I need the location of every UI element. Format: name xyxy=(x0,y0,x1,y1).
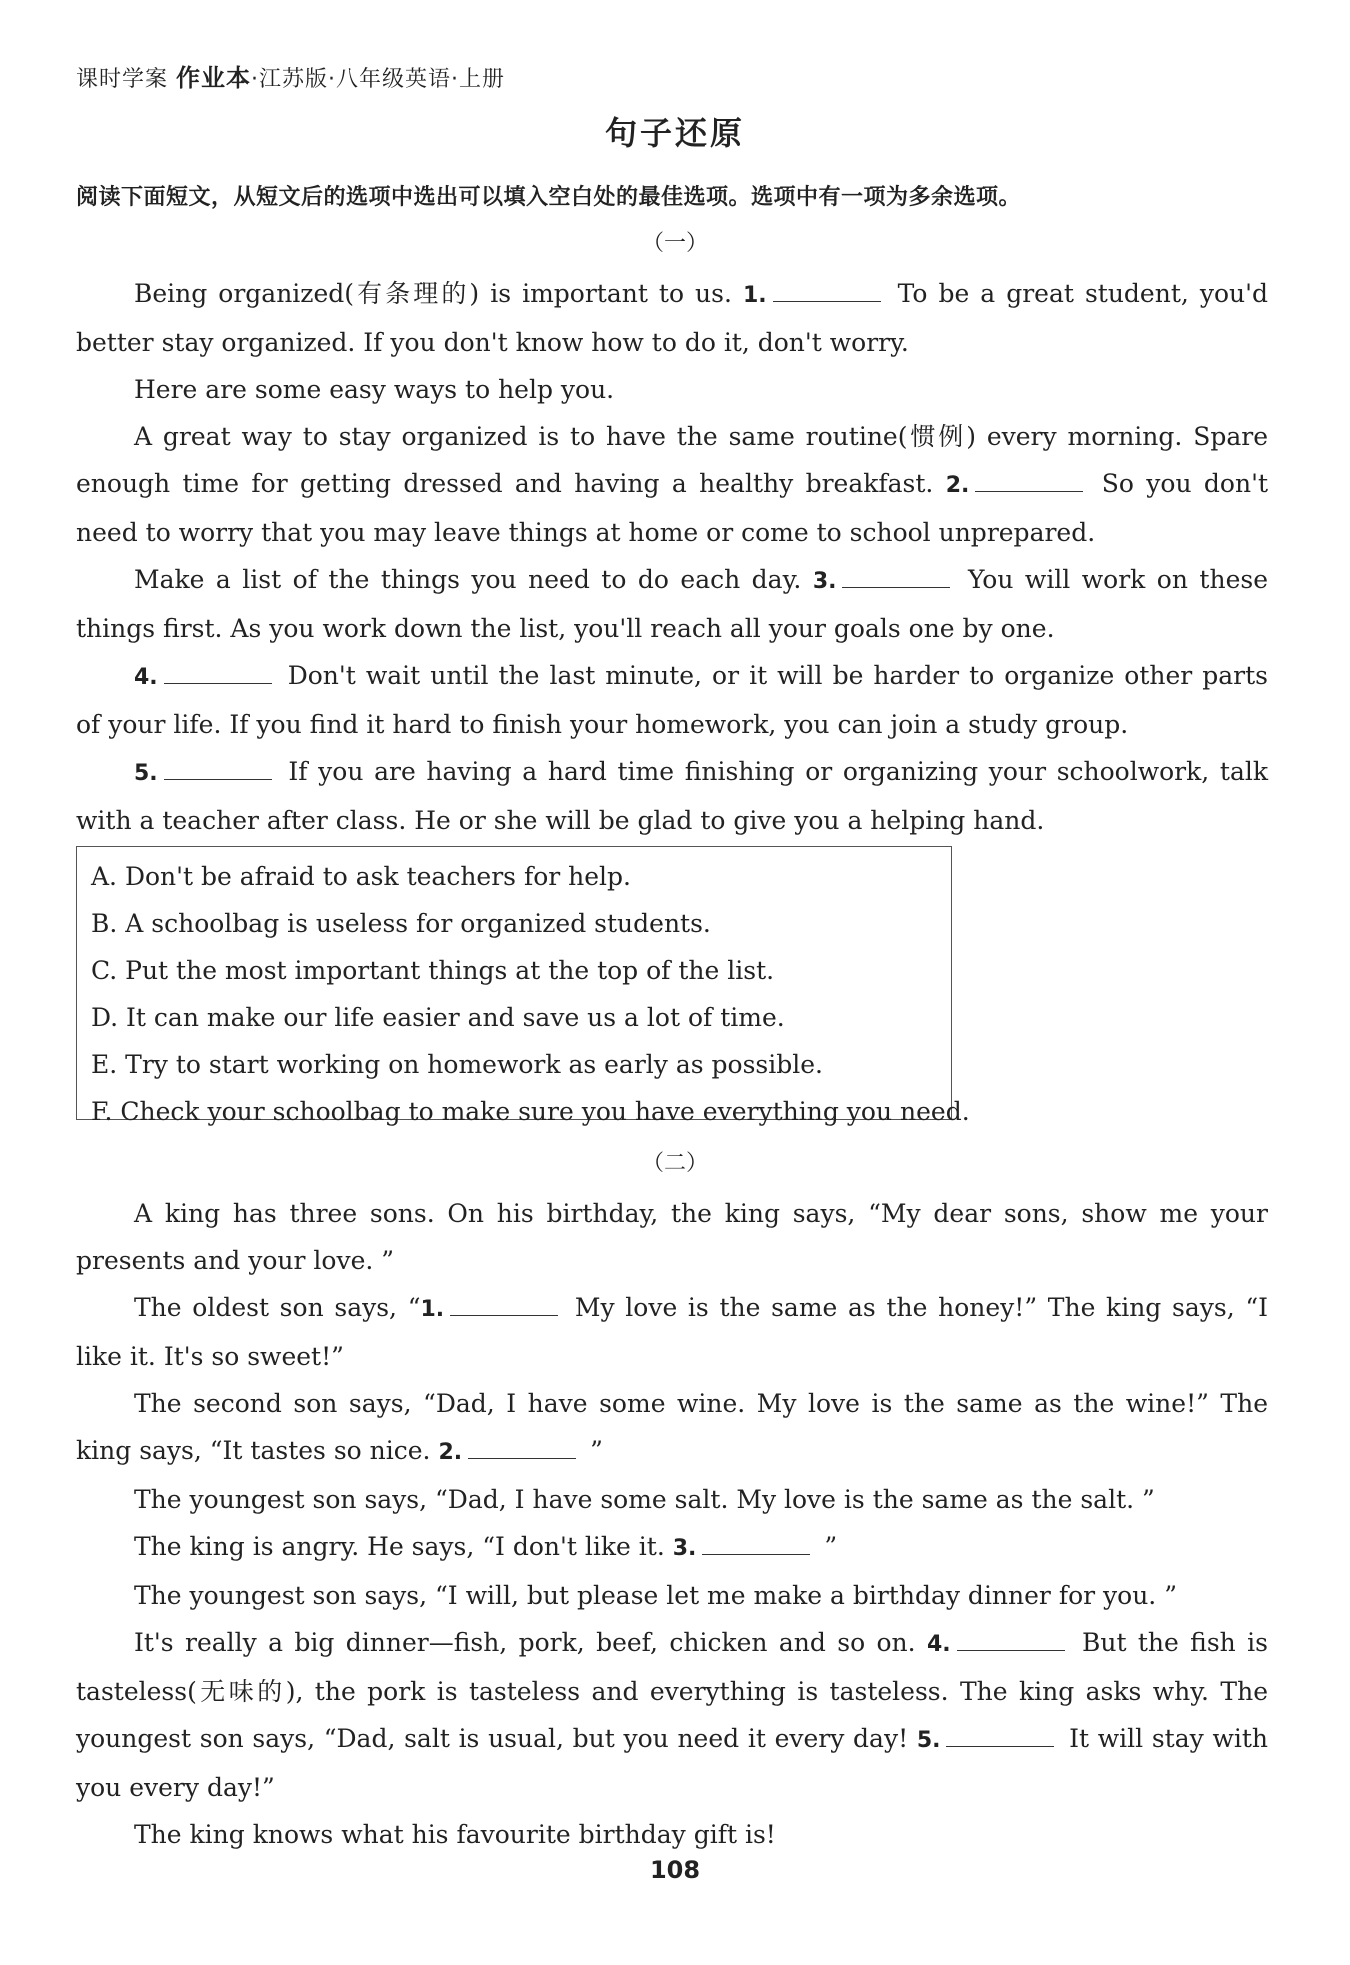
paragraph xyxy=(76,1190,1268,1284)
answer-blank[interactable] xyxy=(975,469,1083,492)
passage-2 xyxy=(76,1190,1268,1858)
answer-blank[interactable] xyxy=(946,1724,1054,1747)
option-item: B. A schoolbag is useless for organized students. xyxy=(91,909,711,938)
paragraph-text: The king knows what his favourite birthday gift is! xyxy=(134,1820,776,1849)
answer-blank[interactable] xyxy=(164,757,272,780)
paragraph-text: It will stay with you every day!” xyxy=(76,1724,1268,1802)
passage-1 xyxy=(76,270,1268,844)
paragraph-text: So you don't need to worry that you may leave things at home or come to school unprepared. xyxy=(76,469,1268,547)
book-type: 作业本 xyxy=(176,64,252,92)
paragraph-text: You will work on these things first. As you work down the list, you'll reach all your goals one by one. xyxy=(76,565,1268,643)
instructions: 阅读下面短文，从短文后的选项中选出可以填入空白处的最佳选项。选项中有一项为多余选项。 xyxy=(76,185,1022,210)
option-item: D. It can make our life easier and save us a lot of time. xyxy=(91,1003,785,1032)
paragraph-text: The youngest son says, “Dad, I have some salt. My love is the same as the salt. ” xyxy=(134,1485,1155,1514)
paragraph xyxy=(76,413,1268,556)
paragraph-text: A king has three sons. On his birthday, the king says, “My dear sons, show me your presents and your love. ” xyxy=(76,1199,1268,1275)
section-1-mark: （一） xyxy=(641,231,708,256)
answer-blank[interactable] xyxy=(450,1293,558,1316)
paragraph xyxy=(76,366,1268,413)
paragraph-text: ” xyxy=(582,1436,603,1465)
answer-blank[interactable] xyxy=(957,1628,1065,1651)
answer-blank[interactable] xyxy=(842,565,950,588)
blank-number: 1. xyxy=(742,283,767,308)
paragraph xyxy=(76,1476,1268,1523)
paragraph xyxy=(76,1619,1268,1811)
blank-number: 4. xyxy=(926,1632,951,1657)
page-number: 108 xyxy=(649,1856,701,1884)
blank-number: 1. xyxy=(420,1297,445,1322)
paragraph-text: Being organized(有条理的) is important to us. xyxy=(134,279,743,308)
section-2-mark: （二） xyxy=(641,1151,708,1176)
answer-blank[interactable] xyxy=(164,661,272,684)
paragraph xyxy=(76,1523,1268,1572)
blank-number: 3. xyxy=(812,569,837,594)
paragraph-text: The king is angry. He says, “I don't like it. xyxy=(134,1532,673,1561)
paragraph-text: Here are some easy ways to help you. xyxy=(134,375,615,404)
paragraph-text: It's really a big dinner—fish, pork, beef, chicken and so on. xyxy=(134,1628,927,1657)
paragraph xyxy=(76,556,1268,652)
answer-blank[interactable] xyxy=(468,1436,576,1459)
blank-number: 4. xyxy=(134,665,158,690)
book-name: 课时学案 xyxy=(76,67,169,92)
paragraph xyxy=(76,1284,1268,1380)
option-item: E. Try to start working on homework as early as possible. xyxy=(91,1050,823,1079)
paragraph xyxy=(76,748,1268,844)
blank-number: 3. xyxy=(672,1536,697,1561)
options-box xyxy=(76,846,970,1126)
paragraph-text: If you are having a hard time finishing or organizing your schoolwork, talk with a teacher after class. He or she will be glad to give you a helping hand. xyxy=(76,757,1268,835)
answer-blank[interactable] xyxy=(773,279,881,302)
paragraph-text: My love is the same as the honey!” The king says, “I like it. It's so sweet!” xyxy=(76,1293,1268,1371)
paragraph-text: The youngest son says, “I will, but please let me make a birthday dinner for you. ” xyxy=(134,1581,1177,1610)
paragraph-text: To be a great student, you'd better stay organized. If you don't know how to do it, don't worry. xyxy=(76,279,1268,357)
paragraph xyxy=(76,1811,1268,1858)
blank-number: 5. xyxy=(916,1728,941,1753)
paragraph-text: Don't wait until the last minute, or it will be harder to organize other parts of your life. If you find it hard to finish your homework, you can join a study group. xyxy=(76,661,1268,739)
blank-number: 5. xyxy=(134,761,158,786)
paragraph-text: A great way to stay organized is to have the same routine(惯例) every morning. Spare enough time for getting dressed and having a healthy breakfast. xyxy=(76,422,1268,498)
option-item: C. Put the most important things at the top of the list. xyxy=(91,956,775,985)
book-header xyxy=(76,58,505,93)
paragraph-text: Make a list of the things you need to do each day. xyxy=(134,565,813,594)
paragraph-text: The second son says, “Dad, I have some wine. My love is the same as the wine!” The king says, “It tastes so nice. xyxy=(76,1389,1268,1465)
option-item: A. Don't be afraid to ask teachers for help. xyxy=(91,862,632,891)
book-edition: ·江苏版·八年级英语·上册 xyxy=(251,67,505,92)
paragraph-text: But the fish is tasteless(无味的), the pork is tasteless and everything is tasteless. The king asks why. The youngest son says, “Dad, salt is usual, but you need it every day! xyxy=(76,1628,1268,1753)
paragraph-text: ” xyxy=(816,1532,838,1561)
paragraph xyxy=(76,1380,1268,1476)
paragraph-text: The oldest son says, “ xyxy=(134,1293,421,1322)
blank-number: 2. xyxy=(438,1440,463,1465)
paragraph xyxy=(76,1572,1268,1619)
blank-number: 2. xyxy=(945,473,970,498)
paragraph xyxy=(76,270,1268,366)
answer-blank[interactable] xyxy=(702,1532,810,1555)
paragraph xyxy=(76,652,1268,748)
page-title: 句子还原 xyxy=(604,114,745,152)
option-item: F. Check your schoolbag to make sure you have everything you need. xyxy=(91,1097,970,1126)
